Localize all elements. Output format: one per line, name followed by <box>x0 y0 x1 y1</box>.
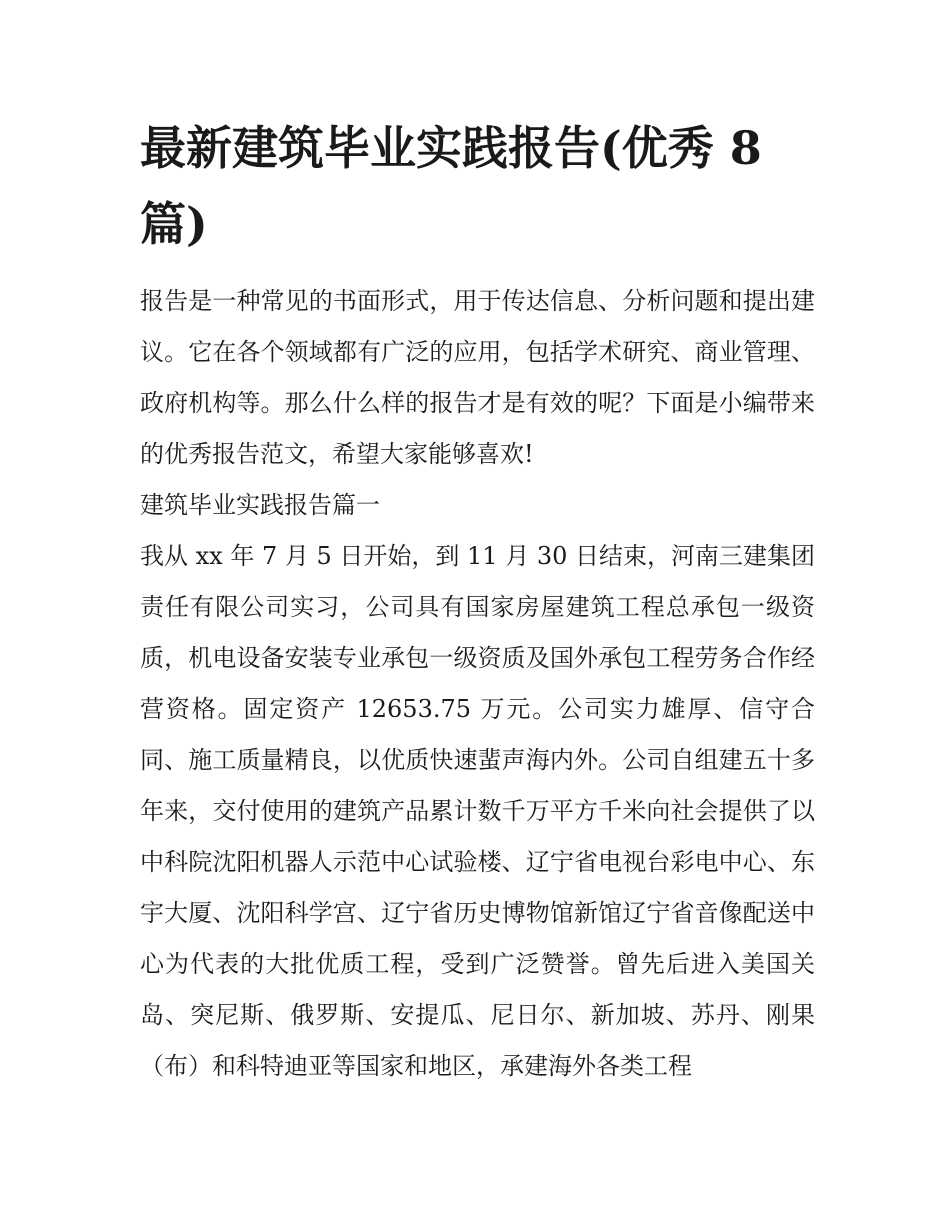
document-content <box>140 110 815 1092</box>
section-heading: 建筑毕业实践报告篇一 <box>140 491 380 519</box>
section-paragraph: 我从 xx 年 7 月 5 日开始，到 11 月 30 日结束，河南三建集团责任有限公司实习，公司具有国家房屋建筑工程总承包一级资质，机电设备安装专业承包一级资质及国外承包工程劳务合作经营资格。固定资产 12653.75 万元。公司实力雄厚、信守合同、施工质量精良，以优质快速蜚声海内外。公司自组建五十多年来，交付使用的建筑产品累计数千万平方千米向社会提供了以中科院沈阳机器人示范中心试验楼、辽宁省电视台彩电中心、东宇大厦、沈阳科学宫、辽宁省历史博物馆新馆辽宁省音像配送中心为代表的大批优质工程，受到广泛赞誉。曾先后进入美国关岛、突尼斯、俄罗斯、安提瓜、尼日尔、新加坡、苏丹、刚果（布）和科特迪亚等国家和地区，承建海外各类工程 <box>140 542 815 1080</box>
document-body <box>140 276 815 1092</box>
document-title: 最新建筑毕业实践报告(优秀 8 篇) <box>140 121 762 251</box>
intro-paragraph: 报告是一种常见的书面形式，用于传达信息、分析问题和提出建议。它在各个领域都有广泛的应用，包括学术研究、商业管理、政府机构等。那么什么样的报告才是有效的呢？下面是小编带来的优秀报告范文，希望大家能够喜欢! <box>140 287 815 468</box>
